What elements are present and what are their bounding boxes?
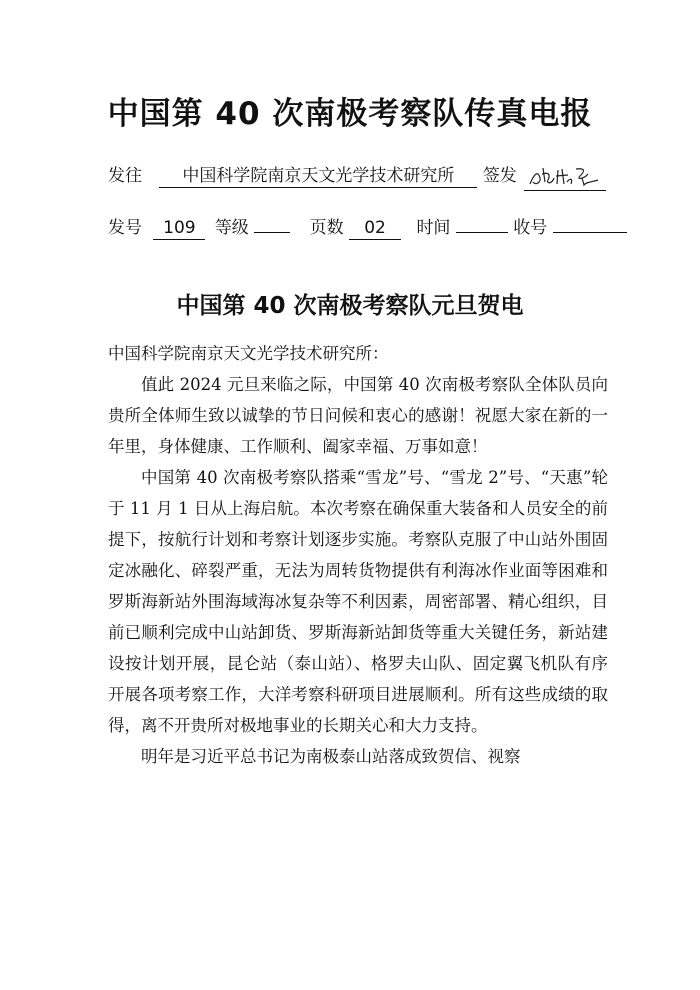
send-to-label: 发往: [108, 165, 142, 186]
document-title: 中国第 40 次南极考察队元旦贺电: [176, 293, 524, 319]
time-label: 时间: [416, 218, 451, 238]
pages-value: 02: [349, 217, 401, 240]
document-body: [108, 338, 608, 772]
salutation: 中国科学院南京天文光学技术研究所：: [108, 344, 389, 363]
paragraph: 明年是习近平总书记为南极泰山站落成致贺信、视察: [141, 747, 521, 766]
grade-label: 等级: [214, 218, 249, 238]
receive-no-value: [553, 232, 627, 233]
send-no-label: 发号: [108, 218, 142, 238]
send-info-row: [108, 213, 627, 240]
fax-title: 中国第 40 次南极考察队传真电报: [107, 96, 593, 132]
time-value: [456, 232, 508, 233]
paragraph: 值此 2024 元旦来临之际，中国第 40 次南极考察队全体队员向贵所全体师生致以诚挚的节日问候和衷心的感谢！祝愿大家在新的一年里，身体健康、工作顺利、阖家幸福、万事如意！: [108, 375, 608, 456]
paragraph: 中国第 40 次南极考察队搭乘“雪龙”号、“雪龙 2”号、“天惠”轮于 11 月 1 日从上海启航。本次考察在确保重大装备和人员安全的前提下，按航行计划和考察计划逐步实施。考察队克服了中山站外围固定冰融化、碎裂严重，无法为周转货物提供有利海冰作业面等困难和罗斯海新站外围海域海冰复杂等不利因素，周密部署、精心组织，目前已顺利完成中山站卸货、罗斯海新站卸货等重大关键任务，新站建设按计划开展，昆仑站（泰山站）、格罗夫山队、固定翼飞机队有序开展各项考察工作，大洋考察科研项目进展顺利。所有这些成绩的取得，离不开贵所对极地事业的长期关心和大力支持。: [108, 468, 608, 735]
signature-icon: [524, 160, 606, 190]
send-no-value: 109: [153, 217, 205, 240]
receive-no-label: 收号: [513, 218, 548, 238]
send-to-row: [108, 160, 606, 191]
pages-label: 页数: [309, 218, 344, 238]
signature: [524, 160, 606, 191]
grade-value: [254, 232, 290, 233]
send-to-value: 中国科学院南京天文光学技术研究所: [159, 165, 477, 188]
signer-label: 签发: [482, 165, 517, 186]
